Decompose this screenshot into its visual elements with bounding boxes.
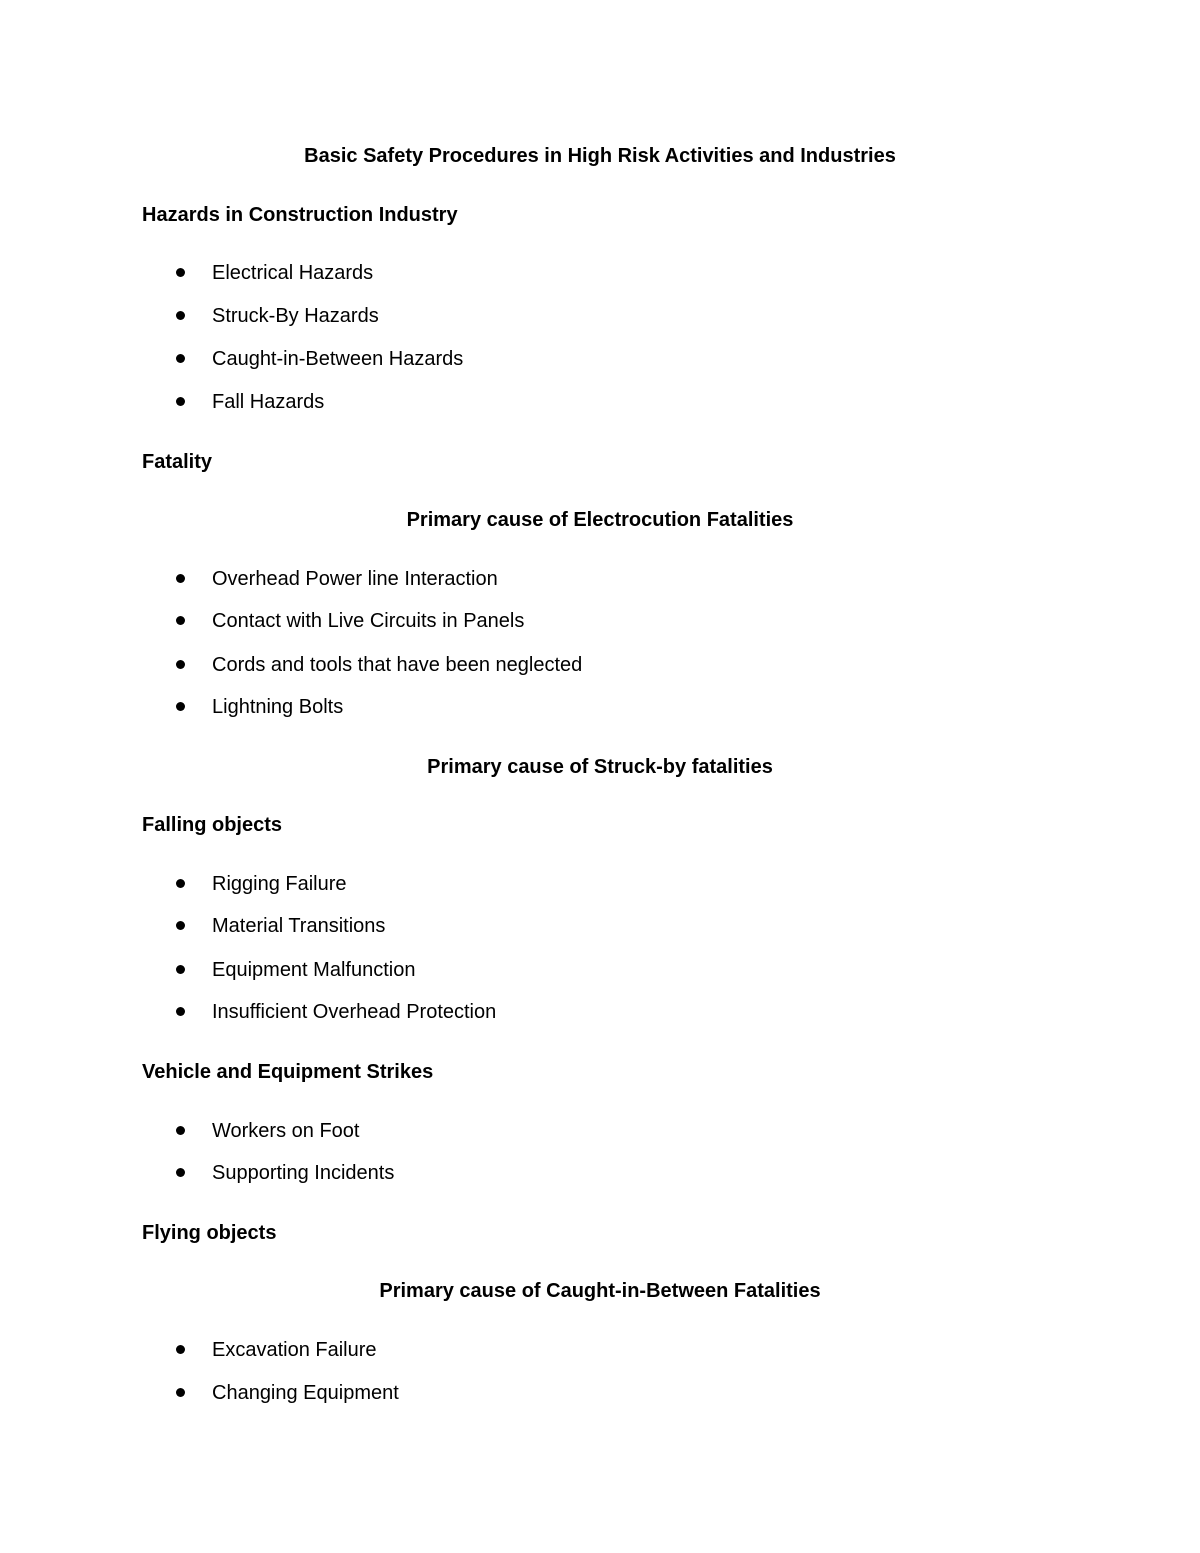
bullet-icon bbox=[176, 965, 185, 974]
bullet-icon bbox=[176, 1126, 185, 1135]
bullet-icon bbox=[176, 1388, 185, 1397]
bullet-icon bbox=[176, 574, 185, 583]
section-heading-electrocution: Primary cause of Electrocution Fatalities bbox=[406, 509, 794, 531]
subheading-vehicle-strikes: Vehicle and Equipment Strikes bbox=[142, 1061, 434, 1083]
bullet-icon bbox=[176, 879, 185, 888]
section-heading-struck-by: Primary cause of Struck-by fatalities bbox=[427, 756, 773, 778]
bullet-icon bbox=[176, 616, 185, 625]
subheading-falling-objects: Falling objects bbox=[142, 814, 283, 836]
bullet-icon bbox=[176, 702, 185, 711]
bullet-icon bbox=[176, 1007, 185, 1016]
section-heading-fatality: Fatality bbox=[142, 451, 213, 473]
document-title: Basic Safety Procedures in High Risk Activities and Industries bbox=[304, 145, 896, 167]
bullet-icon bbox=[176, 397, 185, 406]
subheading-flying-objects: Flying objects bbox=[142, 1222, 277, 1244]
bullet-icon bbox=[176, 1345, 185, 1354]
bullet-icon bbox=[176, 354, 185, 363]
document-page: Basic Safety Procedures in High Risk Activities and Industries Hazards in Construction Industry Electrical Hazards Struck-By Hazards Caught-in-Between Hazards Fall Hazards Fatality Primary cause of Electrocution Fatalities Overhead Power line Interaction Contact with Live Circuits in Panels Cords and tools that have been neglected Lightning Bolts Primary cause of Struck-by fatalities Falling objects Rigging Failure Material Transitions Equipment Malfunction Insufficient Overhead Protection Vehicle and Equipment Strikes Workers on Foot Supporting Incidents Flying objects Primary cause of Caught-in-Between Fatalities Excavation Failure Changing Equipment bbox=[0, 0, 1200, 1553]
bullet-icon bbox=[176, 311, 185, 320]
section-heading-construction-hazards: Hazards in Construction Industry bbox=[142, 204, 458, 226]
bullet-icon bbox=[176, 1168, 185, 1177]
bullet-icon bbox=[176, 921, 185, 930]
bullet-icon bbox=[176, 660, 185, 669]
section-heading-caught-in-between: Primary cause of Caught-in-Between Fatalities bbox=[379, 1280, 821, 1302]
bullet-icon bbox=[176, 268, 185, 277]
